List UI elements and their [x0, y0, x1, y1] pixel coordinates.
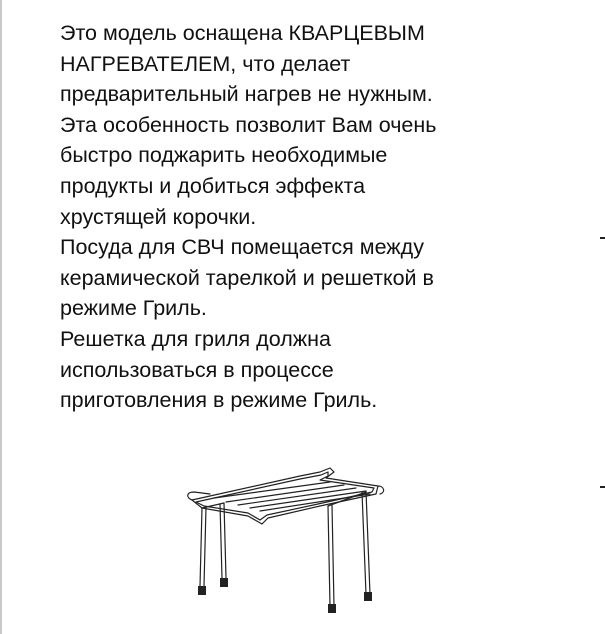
text-line-12: использоваться в процессе [60, 357, 334, 382]
text-line-11: Решетка для гриля должна [60, 326, 331, 351]
text-line-6: продукты и добиться эффекта [60, 173, 366, 198]
text-line-2: НАГРЕВАТЕЛЕМ, что делает [60, 51, 351, 76]
edge-mark-bottom [600, 486, 605, 488]
text-line-7: хрустящей корочки. [60, 204, 257, 229]
text-line-3: предварительный нагрев не нужным. [60, 82, 433, 107]
text-line-1: Это модель оснащена КВАРЦЕВЫМ [60, 21, 425, 45]
edge-mark-top [600, 237, 605, 239]
text-line-10: режиме Гриль. [60, 296, 207, 321]
text-line-5: быстро поджарить необходимые [60, 143, 388, 168]
body-text [60, 18, 580, 416]
grill-rack-icon [180, 458, 400, 618]
text-line-9: керамической тарелкой и решеткой в [60, 265, 434, 290]
page-left-border [0, 0, 2, 634]
text-line-4: Эта особенность позволит Вам очень [60, 112, 437, 137]
text-line-8: Посуда для СВЧ помещается между [60, 235, 424, 260]
text-line-13: приготовления в режиме Гриль. [60, 388, 378, 413]
